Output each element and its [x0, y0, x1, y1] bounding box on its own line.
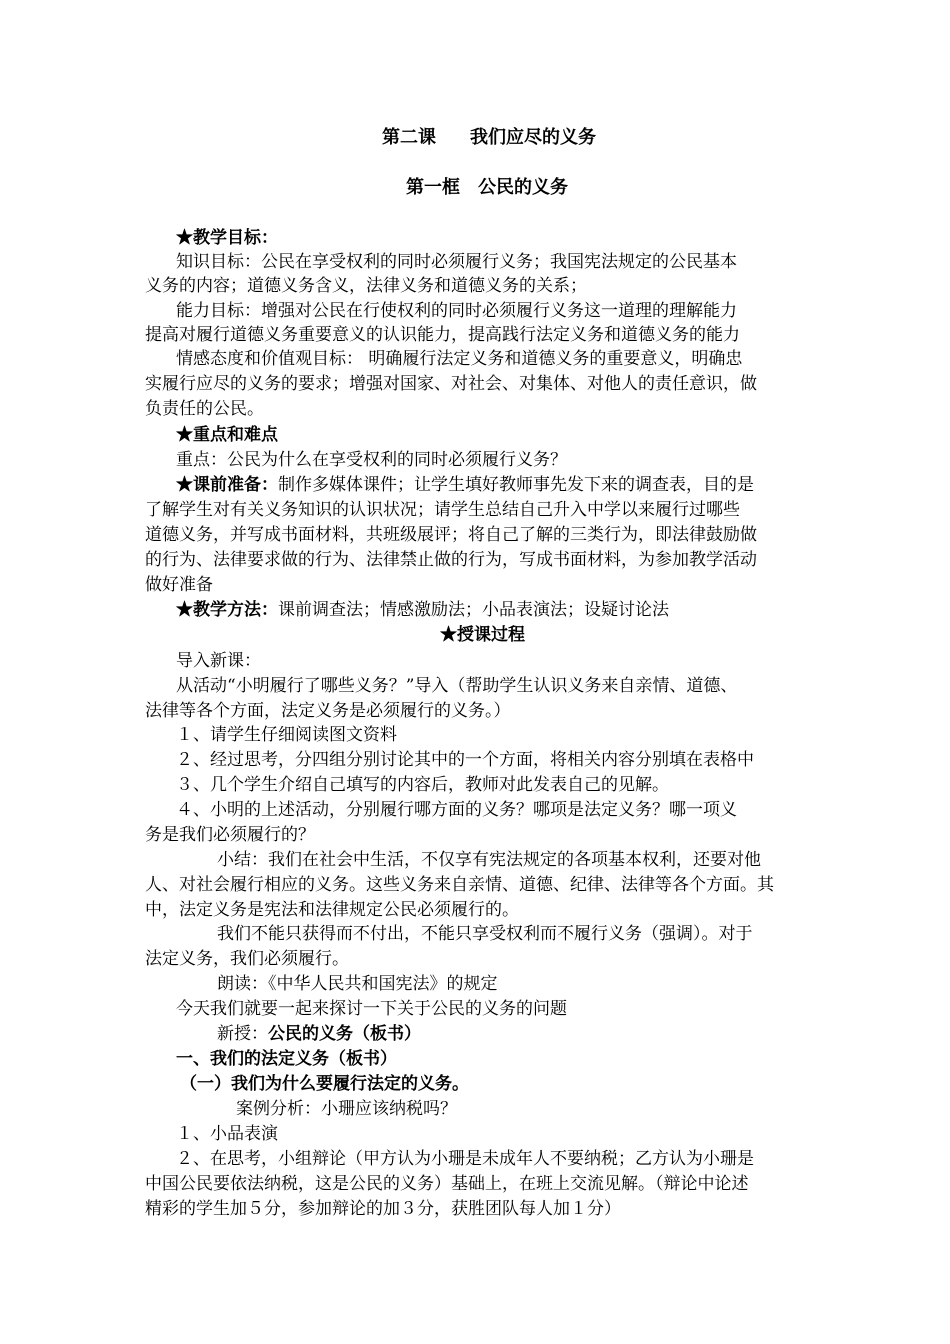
ability-goal-line: 能力目标：增强对公民在行使权利的同时必须履行义务这一道理的理解能力: [176, 301, 737, 321]
knowledge-goal-line: 知识目标：公民在享受权利的同时必须履行义务；我国宪法规定的公民基本: [176, 252, 737, 272]
preparation-text: 制作多媒体课件；让学生填好教师事先发下来的调查表，目的是: [278, 475, 754, 495]
preparation-line: 了解学生对有关义务知识的认识状况；请学生总结自己升入中学以来履行过哪些: [145, 500, 740, 520]
key-point: 重点：公民为什么在享受权利的同时必须履行义务？: [176, 450, 567, 470]
today-line: 今天我们就要一起来探讨一下关于公民的义务的问题: [176, 999, 567, 1019]
emotion-goal-line: 实履行应尽的义务的要求；增强对国家、对社会、对集体、对他人的责任意识，做: [145, 374, 757, 394]
lesson-number: 第二课: [382, 127, 436, 148]
key-points-heading: ★重点和难点: [176, 425, 278, 445]
teaching-method-line: [176, 598, 669, 622]
intro-label: 导入新课：: [176, 651, 261, 671]
preparation-line: [176, 473, 754, 497]
reading-line: 朗读：《中华人民共和国宪法》的规定: [217, 974, 498, 994]
emotion-goal-line: 负责任的公民。: [145, 399, 264, 419]
preparation-line: 的行为、法律要求做的行为、法律禁止做的行为，写成书面材料，为参加教学活动: [145, 550, 757, 570]
new-lesson-line: [217, 1022, 421, 1046]
case-analysis: 案例分析：小珊应该纳税吗？: [236, 1099, 457, 1119]
teaching-method-text: 课前调查法；情感激励法；小品表演法；设疑讨论法: [278, 600, 669, 620]
summary-line: 小结：我们在社会中生活，不仅享有宪法规定的各项基本权利，还要对他: [217, 850, 761, 870]
activity-line: 从活动“小明履行了哪些义务？”导入（帮助学生认识义务来自亲情、道德、: [176, 676, 738, 696]
section-subtitle: 第一框 公民的义务: [406, 177, 568, 198]
step-item: ２、经过思考，分四组分别讨论其中的一个方面，将相关内容分别填在表格中: [176, 750, 754, 770]
subsection-heading: （一）我们为什么要履行法定的义务。: [180, 1074, 469, 1094]
preparation-line: 做好准备: [145, 575, 213, 595]
debate-line: 精彩的学生加５分，参加辩论的加３分，获胜团队每人加１分）: [145, 1199, 621, 1219]
preparation-label: ★课前准备：: [176, 475, 278, 495]
new-lesson-label: 新授：: [217, 1024, 268, 1044]
lesson-title: [382, 126, 596, 150]
skit-item: １、小品表演: [176, 1124, 278, 1144]
process-heading: ★授课过程: [440, 625, 525, 645]
knowledge-goal-line: 义务的内容；道德义务含义，法律义务和道德义务的关系；: [145, 276, 587, 296]
debate-line: 中国公民要依法纳税，这是公民的义务）基础上，在班上交流见解。（辩论中论述: [145, 1174, 749, 1194]
goals-heading: ★教学目标：: [176, 228, 278, 248]
section-heading: 一、我们的法定义务（板书）: [176, 1049, 397, 1069]
activity-line: 法律等各个方面，法定义务是必须履行的义务。）: [145, 701, 511, 721]
step-item: ４、小明的上述活动，分别履行哪方面的义务？哪项是法定义务？哪一项义: [176, 800, 737, 820]
summary-line: 人、对社会履行相应的义务。这些义务来自亲情、道德、纪律、法律等各个方面。其: [145, 875, 774, 895]
debate-line: ２、在思考，小组辩论（甲方认为小珊是未成年人不要纳税；乙方认为小珊是: [176, 1149, 754, 1169]
preparation-line: 道德义务，并写成书面材料，共班级展评；将自己了解的三类行为，即法律鼓励做: [145, 525, 757, 545]
teaching-method-label: ★教学方法：: [176, 600, 278, 620]
step-item: 务是我们必须履行的？: [145, 825, 315, 845]
emphasis-line: 我们不能只获得而不付出，不能只享受权利而不履行义务（强调）。对于: [217, 924, 753, 944]
ability-goal-line: 提高对履行道德义务重要意义的认识能力，提高践行法定义务和道德义务的能力: [145, 325, 740, 345]
summary-line: 中，法定义务是宪法和法律规定公民必须履行的。: [145, 900, 519, 920]
emotion-goal-line: 情感态度和价值观目标： 明确履行法定义务和道德义务的重要意义，明确忠: [176, 349, 743, 369]
lesson-name: 我们应尽的义务: [470, 127, 596, 148]
step-item: １、请学生仔细阅读图文资料: [176, 725, 397, 745]
new-lesson-topic: 公民的义务（板书）: [268, 1024, 421, 1044]
step-item: ３、几个学生介绍自己填写的内容后，教师对此发表自己的见解。: [176, 775, 669, 795]
emphasis-line: 法定义务，我们必须履行。: [145, 949, 349, 969]
